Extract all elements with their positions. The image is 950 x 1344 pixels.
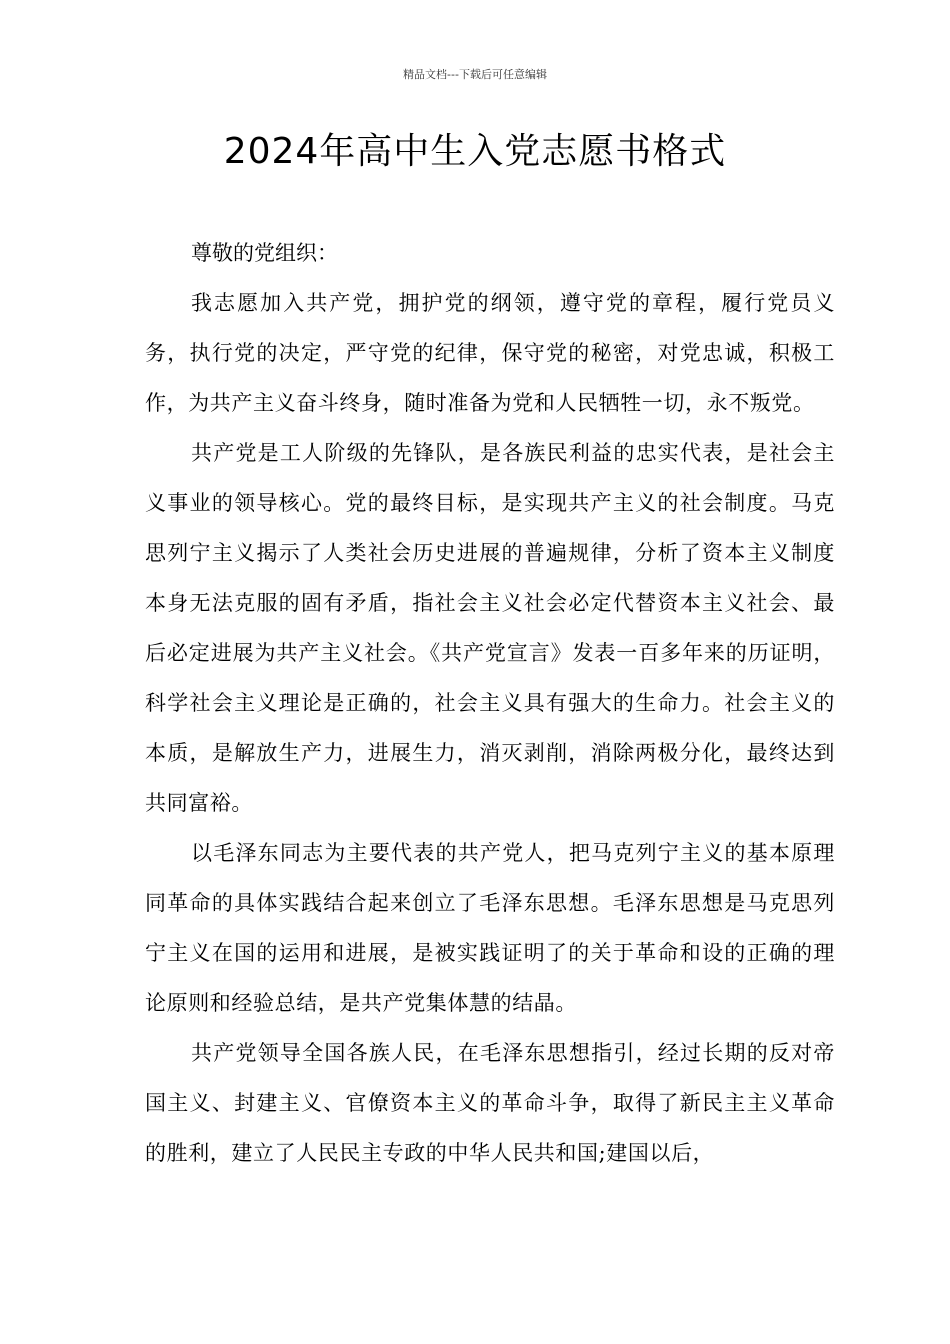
document-body [145,228,835,1178]
paragraph-2: 共产党是工人阶级的先锋队，是各族民利益的忠实代表，是社会主义事业的领导核心。党的最终目标，是实现共产主义的社会制度。马克思列宁主义揭示了人类社会历史进展的普遍规律，分析了资本主义制度本身无法克服的固有矛盾，指社会主义社会必定代替资本主义社会、最后必定进展为共产主义社会。《共产党宣言》发表一百多年来的历证明，科学社会主义理论是正确的，社会主义具有强大的生命力。社会主义的本质，是解放生产力，进展生力，消灭剥削，消除两极分化，最终达到共同富裕。 [145,441,835,815]
paragraph-1: 我志愿加入共产党，拥护党的纲领，遵守党的章程，履行党员义务，执行党的决定，严守党的纪律，保守党的秘密，对党忠诚，积极工作，为共产主义奋斗终身，随时准备为党和人民牺牲一切，永不叛党。 [145,291,835,415]
header-note: 精品文档---下载后可任意编辑 [403,68,547,81]
paragraph-4: 共产党领导全国各族人民，在毛泽东思想指引，经过长期的反对帝国主义、封建主义、官僚资本主义的革命斗争，取得了新民主主义革命的胜利，建立了人民民主专政的中华人民共和国;建国以后， [145,1041,835,1165]
salutation: 尊敬的党组织： [191,241,338,265]
paragraph-3: 以毛泽东同志为主要代表的共产党人，把马克列宁主义的基本原理同革命的具体实践结合起来创立了毛泽东思想。毛泽东思想是马克思列宁主义在国的运用和进展，是被实践证明了的关于革命和设的正确的理论原则和经验总结，是共产党集体慧的结晶。 [145,841,835,1015]
document-title: 2024年高中生入党志愿书格式 [223,131,727,172]
